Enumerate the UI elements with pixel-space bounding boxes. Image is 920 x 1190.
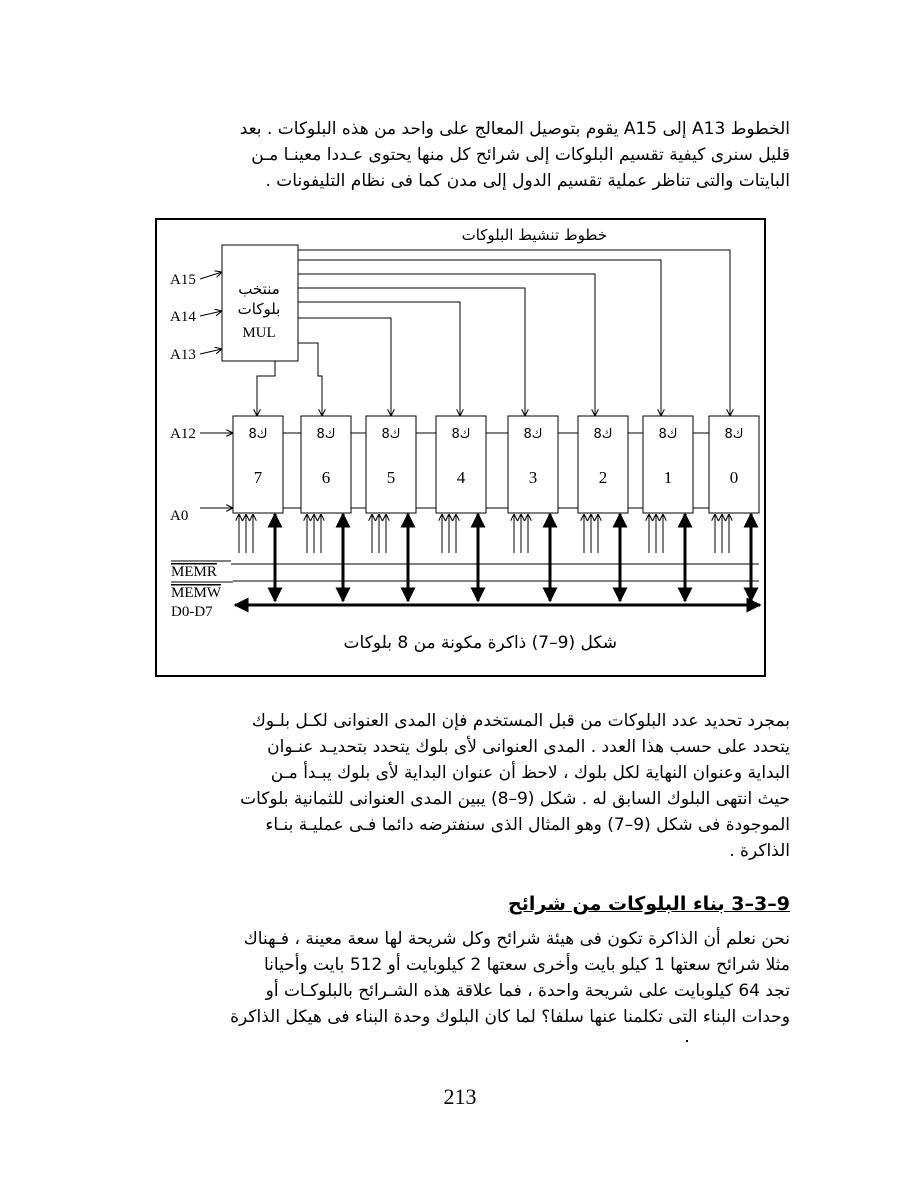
body-line: حيث انتهى البلوك السابق له . شكل (9–8) يبين المدى العنوانى للثمانية بلوكات: [240, 789, 790, 809]
activation-lines: [257, 250, 730, 416]
intro-line: البايتات والتى تناظر عملية تقسيم الدول إلى مدن كما فى نظام التليفونات .: [265, 171, 790, 191]
selector-label-1: منتخب: [238, 280, 280, 298]
input-a14-label: A14: [170, 309, 196, 325]
memr-label: MEMR: [171, 564, 217, 580]
memory-block-0: [709, 416, 759, 601]
block-number-label: 7: [253, 468, 263, 487]
memory-blocks-figure: [155, 218, 766, 677]
block-size-label: 8ك: [658, 427, 678, 442]
body-line: البداية وعنوان النهاية لكل بلوك ، لاحظ أن عنوان البداية لأى بلوك يبـدأ مـن: [270, 763, 790, 783]
memory-block-1: [643, 416, 693, 601]
block-size-label: 8ك: [724, 427, 744, 442]
section-line: مثلا شرائح سعتها 1 كيلو بايت وأخرى سعتها 2 كيلوبايت أو 512 بايت وأحيانا: [264, 955, 790, 975]
body-line: يتحدد على حسب هذا العدد . المدى العنوانى لأى بلوك يتحدد بتحديـد عنـوان: [267, 737, 790, 757]
memory-block-4: [436, 416, 486, 601]
body-paragraph: [150, 708, 790, 864]
page-number: 213: [443, 1084, 477, 1109]
block-size-label: 8ك: [248, 427, 268, 442]
block-number-label: 2: [598, 468, 608, 487]
block-number-label: 6: [321, 468, 331, 487]
block-number-label: 4: [456, 468, 466, 487]
section-heading: 9–3–3 بناء البلوكات من شرائح: [508, 893, 790, 915]
section-line: تجد 64 كيلوبايت على شريحة واحدة ، فما علاقة هذه الشـرائح بالبلوكـات أو: [265, 981, 790, 1001]
section-line: نحن نعلم أن الذاكرة تكون فى هيئة شرائح وكل شريحة لها سعة معينة ، فـهناك: [243, 929, 790, 949]
block-number-label: 5: [386, 468, 396, 487]
section-line: وحدات البناء التى تكلمنا عنها سلفا؟ لما كان البلوك وحدة البناء فى هيكل الذاكرة: [230, 1007, 790, 1027]
input-a13-label: A13: [170, 347, 196, 363]
section-paragraph: [150, 926, 790, 1030]
memory-block-7: [233, 416, 283, 601]
input-a0-label: A0: [170, 508, 189, 524]
body-line: الذاكرة .: [729, 841, 790, 861]
input-a15-label: A15: [170, 272, 196, 288]
block-size-label: 8ك: [316, 427, 336, 442]
body-line: الموجودة فى شكل (9–7) وهو المثال الذى سنفترضه دائما فـى عمليـة بنـاء: [265, 815, 790, 835]
memory-block-2: [578, 416, 628, 601]
memw-label: MEMW: [171, 585, 221, 601]
block-size-label: 8ك: [523, 427, 543, 442]
figure-caption: شكل (9–7) ذاكرة مكونة من 8 بلوكات: [343, 633, 617, 653]
block-size-label: 8ك: [593, 427, 613, 442]
block-number-label: 0: [729, 468, 739, 487]
input-a12-label: A12: [170, 426, 196, 442]
memory-block-6: [301, 416, 351, 601]
intro-line: الخطوط A13 إلى A15 يقوم بتوصيل المعالج على واحد من هذه البلوكات . بعد: [239, 119, 790, 139]
block-size-label: 8ك: [381, 427, 401, 442]
block-number-label: 1: [663, 468, 673, 487]
activation-lines-label: خطوط تنشيط البلوكات: [461, 226, 607, 244]
intro-line: قليل سنرى كيفية تقسيم البلوكات إلى شرائح كل منها يحتوى عـددا معينـا مـن: [251, 145, 790, 165]
body-line: بمجرد تحديد عدد البلوكات من قبل المستخدم فإن المدى العنوانى لكـل بلـوك: [251, 711, 790, 731]
block-number-label: 3: [528, 468, 538, 487]
block-size-label: 8ك: [451, 427, 471, 442]
intro-paragraph: [150, 116, 790, 194]
memory-block-5: [366, 416, 416, 601]
selector-label-3: MUL: [242, 325, 276, 341]
selector-label-2: بلوكات: [237, 300, 281, 318]
data-bus-label: D0-D7: [171, 604, 213, 620]
memory-block-3: [508, 416, 558, 601]
stray-dot: [686, 1040, 688, 1042]
